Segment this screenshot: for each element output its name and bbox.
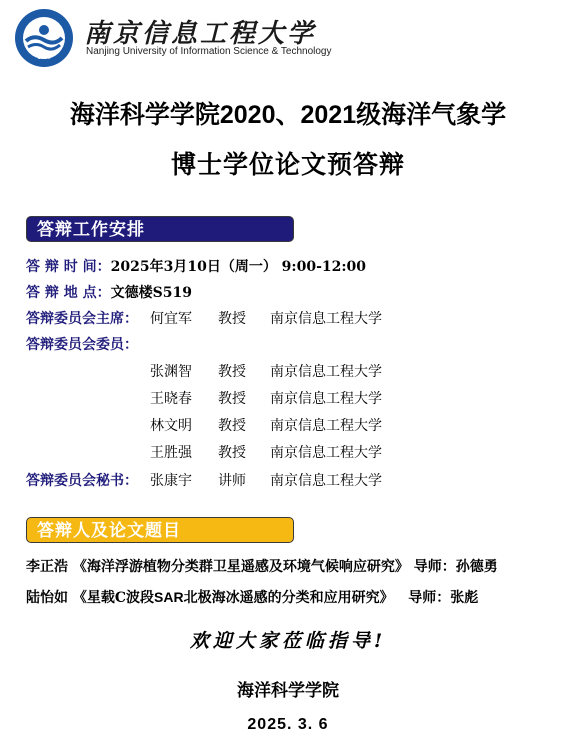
chair-affiliation: 南京信息工程大学 <box>270 311 382 327</box>
notice-date: 2025. 3. 6 <box>247 716 329 733</box>
schedule-section-banner: 答辩工作安排 <box>26 216 294 242</box>
thesis-title-part: SAR <box>154 589 184 605</box>
secretary-label: 答辩委员会秘书： <box>26 473 138 489</box>
advisor: 导师：孙德勇 <box>413 559 498 575</box>
secretary-name: 张康宇 <box>150 473 192 489</box>
member-entry <box>150 388 382 408</box>
secretary-affiliation: 南京信息工程大学 <box>270 473 382 489</box>
member-name: 林文明 <box>150 418 192 434</box>
chair-entry <box>150 308 382 328</box>
defense-place-label: 答 辩 地 点： <box>26 285 111 301</box>
page-title-line2: 博士学位论文预答辩 <box>170 150 405 179</box>
chair-label: 答辩委员会主席： <box>26 311 138 327</box>
member-entry <box>150 361 382 381</box>
defender-name: 陆怡如 <box>26 590 68 606</box>
title-part: 级海洋气象学 <box>356 100 507 129</box>
member-title: 教授 <box>218 418 246 434</box>
chair-title: 教授 <box>218 311 246 327</box>
university-name-chinese: 南京信息工程大学 <box>84 19 317 49</box>
secretary-title: 讲师 <box>218 473 246 489</box>
page-title-line1 <box>0 95 576 131</box>
secretary-entry <box>150 470 382 490</box>
defense-place-value: 文德楼S519 <box>110 285 192 301</box>
defender-row <box>26 556 498 576</box>
title-year-2021: 2021 <box>300 101 357 129</box>
member-affiliation: 南京信息工程大学 <box>270 391 382 407</box>
member-name: 王胜强 <box>150 445 192 461</box>
thesis-title-part: 《星载C波段 <box>72 590 155 606</box>
member-affiliation: 南京信息工程大学 <box>270 418 382 434</box>
welcome-message: 欢迎大家莅临指导! <box>189 630 387 652</box>
title-year-2020: 2020 <box>219 101 276 129</box>
member-affiliation: 南京信息工程大学 <box>270 445 382 461</box>
college-name: 海洋科学学院 <box>237 681 339 701</box>
university-name-english: Nanjing University of Information Science & Technology <box>86 46 332 57</box>
chair-name: 何宜军 <box>150 311 192 327</box>
advisor: 导师：张彪 <box>408 590 479 606</box>
title-separator: 、 <box>275 100 301 129</box>
defense-time-label: 答 辩 时 间： <box>26 259 111 275</box>
secretary-row <box>26 470 138 490</box>
university-emblem-logo <box>14 8 74 68</box>
member-affiliation: 南京信息工程大学 <box>270 364 382 380</box>
thesis-title <box>73 590 394 606</box>
member-title: 教授 <box>218 445 246 461</box>
member-title: 教授 <box>218 391 246 407</box>
defense-time-row <box>26 256 366 276</box>
member-name: 王晓春 <box>150 391 192 407</box>
thesis-title: 《海洋浮游植物分类群卫星遥感及环境气候响应研究》 <box>72 559 409 575</box>
defender-name: 李正浩 <box>26 559 68 575</box>
members-label: 答辩委员会委员： <box>26 337 138 353</box>
emblem-year: 1960 <box>37 55 51 61</box>
members-row <box>26 334 138 354</box>
defense-place-row <box>26 282 192 302</box>
member-title: 教授 <box>218 364 246 380</box>
member-name: 张渊智 <box>150 364 192 380</box>
defense-time-value: 2025年3月10日（周一） 9:00-12:00 <box>110 259 367 275</box>
chair-row <box>26 308 138 328</box>
defender-row <box>26 587 478 607</box>
defenders-section-banner: 答辩人及论文题目 <box>26 517 294 543</box>
member-entry <box>150 415 382 435</box>
thesis-title-part: 北极海冰遥感的分类和应用研究》 <box>183 590 394 606</box>
title-part: 海洋科学学院 <box>69 100 220 129</box>
member-entry <box>150 442 382 462</box>
